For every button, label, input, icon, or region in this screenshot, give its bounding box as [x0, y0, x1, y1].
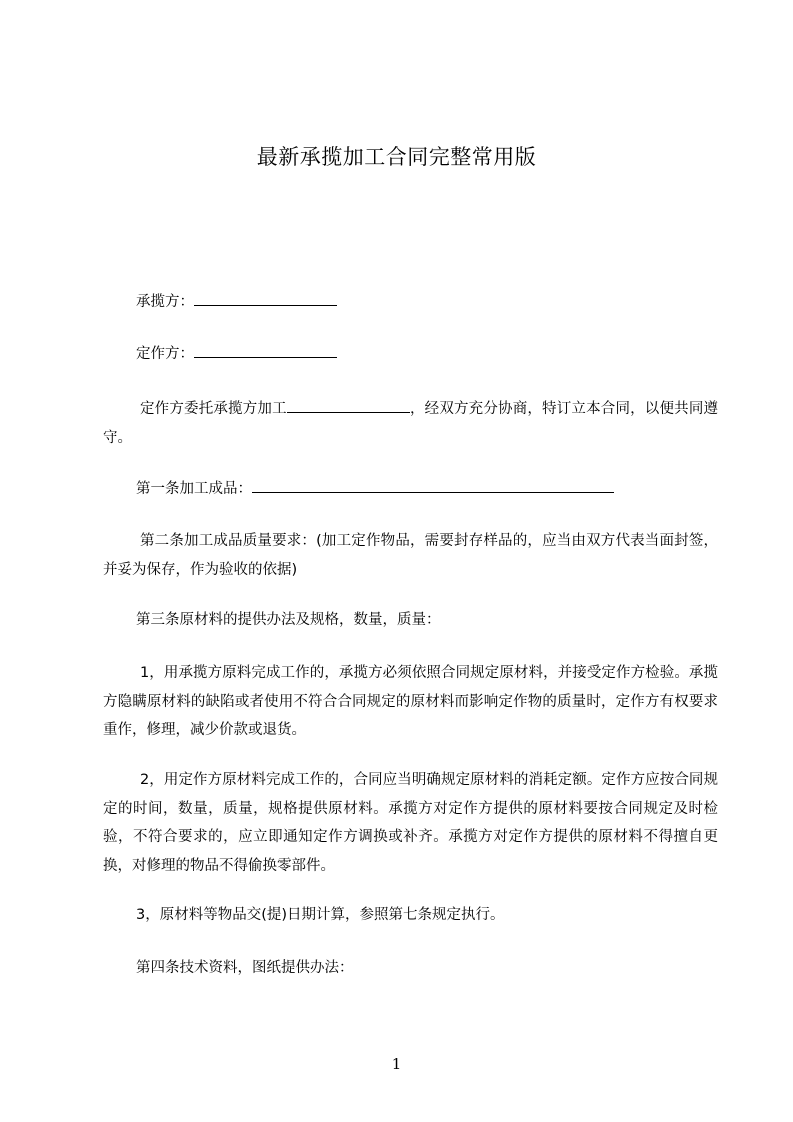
orderer-line — [103, 340, 718, 369]
orderer-label: 定作方： — [136, 346, 194, 362]
article-1-blank — [252, 476, 614, 493]
intro-paragraph — [103, 395, 718, 452]
intro-suffix: ，经双方充分协商，特订立本合同，以便共同遵守。 — [103, 401, 719, 446]
article-1-label: 第一条加工成品： — [136, 481, 252, 497]
article-3: 第三条原材料的提供办法及规格，数量，质量： — [136, 612, 441, 628]
article-3-item-3: 3，原材料等物品交(提)日期计算，参照第七条规定执行。 — [136, 907, 505, 923]
page-number: 1 — [391, 1055, 402, 1073]
article-3-item-1: 1，用承揽方原料完成工作的，承揽方必须依照合同规定原材料，并接受定作方检验。承揽方隐瞒原材料的缺陷或者使用不符合合同规定的原材料而影响定作物的质量时，定作方有权要求重作，修理，减少价款或退货。 — [103, 665, 718, 738]
intro-prefix: 定作方委托承揽方加工 — [140, 401, 287, 417]
product-blank — [287, 396, 410, 413]
article-2: 第二条加工成品质量要求：(加工定作物品，需要封存样品的，应当由双方代表当面封签，并妥为保存，作为验收的依据) — [103, 533, 718, 578]
article-4: 第四条技术资料，图纸提供办法： — [136, 960, 354, 976]
contractor-blank — [194, 289, 337, 306]
article-3-item-2: 2，用定作方原材料完成工作的，合同应当明确规定原材料的消耗定额。定作方应按合同规定的时间，数量，质量，规格提供原材料。承揽方对定作方提供的原材料要按合同规定及时检验，不符合要求的，应立即通知定作方调换或补齐。承揽方对定作方提供的原材料不得擅自更换，对修理的物品不得偷换零部件。 — [103, 772, 718, 874]
article-1 — [103, 475, 718, 504]
page-title: 最新承揽加工合同完整常用版 — [256, 145, 537, 169]
contractor-label: 承揽方： — [136, 294, 194, 310]
orderer-blank — [194, 341, 337, 358]
contractor-line — [103, 288, 718, 317]
